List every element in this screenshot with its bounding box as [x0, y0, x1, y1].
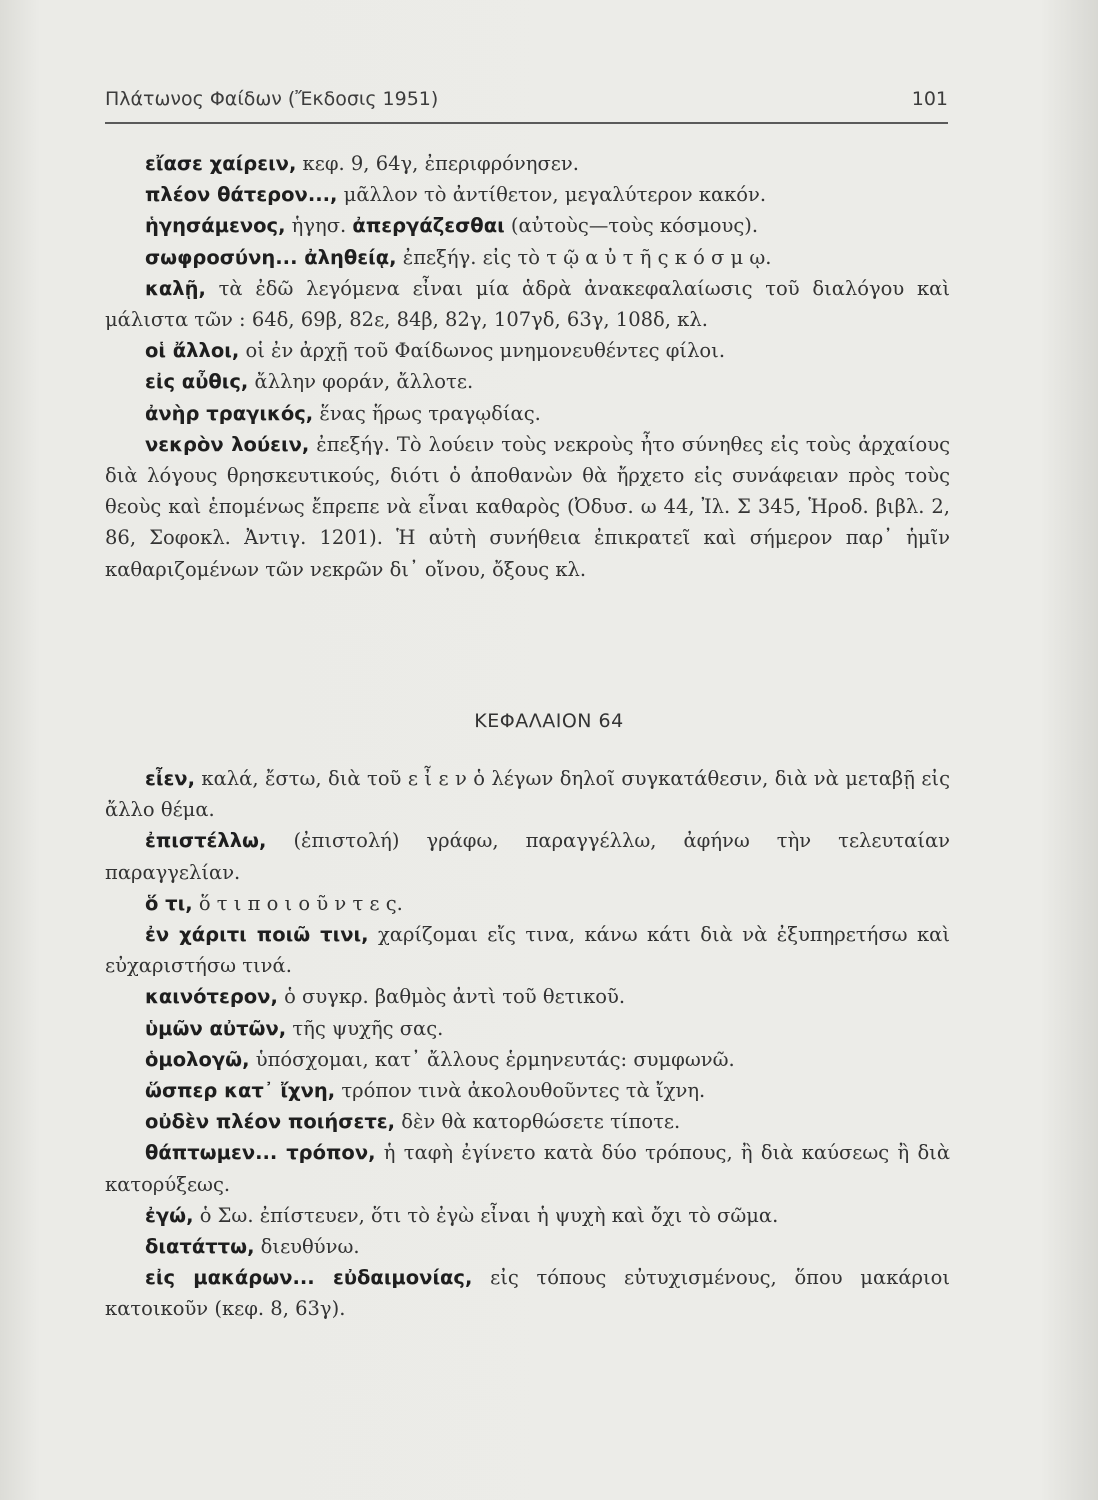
entry-gloss: μᾶλλον τὸ ἀντίθετον, μεγαλύτερον κακόν.: [337, 183, 767, 207]
chapter-heading: ΚΕΦΑΛΑΙΟΝ 64: [474, 710, 624, 732]
entry-lemma: ἐγώ,: [145, 1203, 194, 1227]
entry-gloss: (ἐπιστολή) γράφω, παραγγέλλω, ἀφήνω τὴν τελευταίαν παραγγελίαν.: [105, 829, 950, 884]
glossary-entry: [105, 366, 950, 397]
entry-lemma: καλῇ,: [145, 276, 206, 300]
entry-gloss-secondary: (αὐτοὺς—τοὺς κόσμους).: [504, 214, 759, 238]
entry-gloss: εἰς τόπους εὐτυχισμένους, ὅπου μακάριοι κατοικοῦν (κεφ. 8, 63γ).: [105, 1266, 950, 1321]
entry-gloss: ἐπεξήγ. Τὸ λούειν τοὺς νεκροὺς ἦτο σύνηθες εἰς τοὺς ἀρχαίους διὰ λόγους θρησκευτικούς, διότι ὁ ἀποθανὼν θὰ ἤρχετο εἰς συνάφειαν πρὸς τοὺς θεοὺς καὶ ἑπομένως ἔπρεπε νὰ εἶναι καθαρὸς (Ὀδυσ. ω 44, Ἰλ. Σ 345, Ἡροδ. βιβλ. 2, 86, Σοφοκλ. Ἀντιγ. 1201). Ἡ αὐτὴ συνήθεια ἐπικρατεῖ καὶ σήμερον παρ᾽ ἡμῖν καθαριζομένων τῶν νεκρῶν δι᾽ οἴνου, ὄξους κλ.: [105, 432, 950, 581]
entry-gloss: καλά, ἔστω, διὰ τοῦ ε ἶ ε ν ὁ λέγων δηλοῖ συγκατάθεσιν, διὰ νὰ μεταβῇ εἰς ἄλλο θέμα.: [105, 767, 950, 822]
page-number: 101: [911, 88, 948, 110]
glossary-entry: [105, 888, 950, 919]
glossary-entry: [105, 763, 950, 825]
entry-gloss: κεφ. 9, 64γ, ἐπεριφρόνησεν.: [296, 152, 579, 175]
entry-gloss: δὲν θὰ κατορθώσετε τίποτε.: [395, 1110, 681, 1134]
entry-gloss: τρόπον τινὰ ἀκολουθοῦντες τὰ ἴχνη.: [335, 1079, 706, 1103]
glossary-entry: [105, 335, 950, 366]
entry-gloss: ἄλλην φοράν, ἄλλοτε.: [248, 370, 474, 394]
glossary-entry: [105, 179, 950, 210]
entry-lemma: ἐν χάριτι ποιῶ τινι,: [145, 923, 369, 947]
glossary-entry: [105, 1044, 950, 1075]
running-title: Πλάτωνος Φαίδων (Ἔκδοσις 1951): [105, 88, 439, 110]
entry-lemma: εἰς μακάρων... εὐδαιμονίας,: [145, 1266, 473, 1290]
glossary-entry: [105, 919, 950, 981]
entry-lemma: διατάττω,: [145, 1235, 255, 1259]
entry-gloss: ἕνας ἥρως τραγῳδίας.: [313, 401, 541, 425]
entry-gloss: διευθύνω.: [254, 1235, 360, 1259]
glossary-section-1: [105, 148, 950, 585]
glossary-entry: [105, 1075, 950, 1106]
glossary-entry: [105, 1013, 950, 1044]
entry-lemma: πλέον θάτερον...,: [145, 183, 338, 207]
glossary-entry: [105, 1262, 950, 1324]
glossary-entry: [105, 1106, 950, 1137]
entry-lemma: ὅ τι,: [145, 891, 193, 915]
glossary-entry: [105, 429, 950, 585]
glossary-entry: [105, 148, 950, 179]
glossary-entry: [105, 825, 950, 887]
entry-gloss: τὰ ἐδῶ λεγόμενα εἶναι μία ἁδρὰ ἀνακεφαλαίωσις τοῦ διαλόγου καὶ μάλιστα τῶν : 64δ, 69β, 82ε, 84β, 82γ, 107γδ, 63γ, 108δ, κλ.: [105, 276, 950, 332]
entry-gloss: ὑπόσχομαι, κατ᾽ ἄλλους ἑρμηνευτάς: συμφωνῶ.: [249, 1047, 735, 1071]
entry-gloss: ἡγησ.: [285, 214, 353, 238]
entry-gloss: χαρίζομαι εἴς τινα, κάνω κάτι διὰ νὰ ἐξυπηρετήσω καὶ εὐχαριστήσω τινά.: [105, 923, 950, 978]
entry-gloss: οἱ ἐν ἀρχῇ τοῦ Φαίδωνος μνημονευθέντες φίλοι.: [239, 339, 726, 363]
entry-lemma: καινότερον,: [145, 985, 278, 1009]
entry-lemma: ἐπιστέλλω,: [145, 829, 267, 853]
entry-lemma: εἴασε χαίρειν,: [145, 152, 297, 175]
entry-lemma-secondary: ἀπεργάζεσθαι: [352, 214, 505, 238]
entry-lemma: οὐδὲν πλέον ποιήσετε,: [145, 1110, 396, 1134]
entry-gloss: τῆς ψυχῆς σας.: [286, 1016, 444, 1040]
entry-lemma: εἰς αὖθις,: [145, 370, 249, 394]
entry-lemma: ἡγησάμενος,: [145, 214, 286, 238]
entry-lemma: σωφροσύνη... ἀληθείᾳ,: [145, 245, 397, 269]
glossary-entry: [105, 242, 950, 273]
glossary-entry: [105, 1200, 950, 1231]
glossary-section-2: [105, 763, 950, 1325]
entry-gloss: ὁ Σω. ἐπίστευεν, ὅτι τὸ ἐγὼ εἶναι ἡ ψυχὴ καὶ ὄχι τὸ σῶμα.: [193, 1203, 779, 1227]
entry-lemma: ἀνὴρ τραγικός,: [145, 401, 314, 425]
glossary-entry: [105, 210, 950, 241]
glossary-entry: [105, 273, 950, 335]
glossary-entry: [105, 981, 950, 1012]
entry-lemma: ὁμολογῶ,: [145, 1047, 250, 1071]
entry-gloss: ὅ τ ι π ο ι ο ῦ ν τ ε ς.: [192, 891, 403, 915]
entry-lemma: θάπτωμεν... τρόπον,: [145, 1141, 376, 1165]
entry-lemma: νεκρὸν λούειν,: [145, 432, 310, 456]
glossary-entry: [105, 1231, 950, 1262]
glossary-entry: [105, 1137, 950, 1199]
entry-lemma: ὑμῶν αὐτῶν,: [145, 1016, 287, 1040]
entry-lemma: εἶεν,: [145, 767, 195, 790]
page-header: [105, 80, 948, 124]
entry-gloss: ἡ ταφὴ ἐγίνετο κατὰ δύο τρόπους, ἢ διὰ καύσεως ἢ διὰ κατορύξεως.: [105, 1141, 950, 1196]
entry-gloss: ἐπεξήγ. εἰς τὸ τ ῷ α ὐ τ ῆ ς κ ό σ μ ῳ.: [396, 245, 772, 269]
entry-lemma: οἱ ἄλλοι,: [145, 339, 240, 363]
glossary-entry: [105, 398, 950, 429]
entry-lemma: ὥσπερ κατ᾽ ἴχνη,: [145, 1079, 336, 1103]
entry-gloss: ὁ συγκρ. βαθμὸς ἀντὶ τοῦ θετικοῦ.: [277, 985, 626, 1009]
